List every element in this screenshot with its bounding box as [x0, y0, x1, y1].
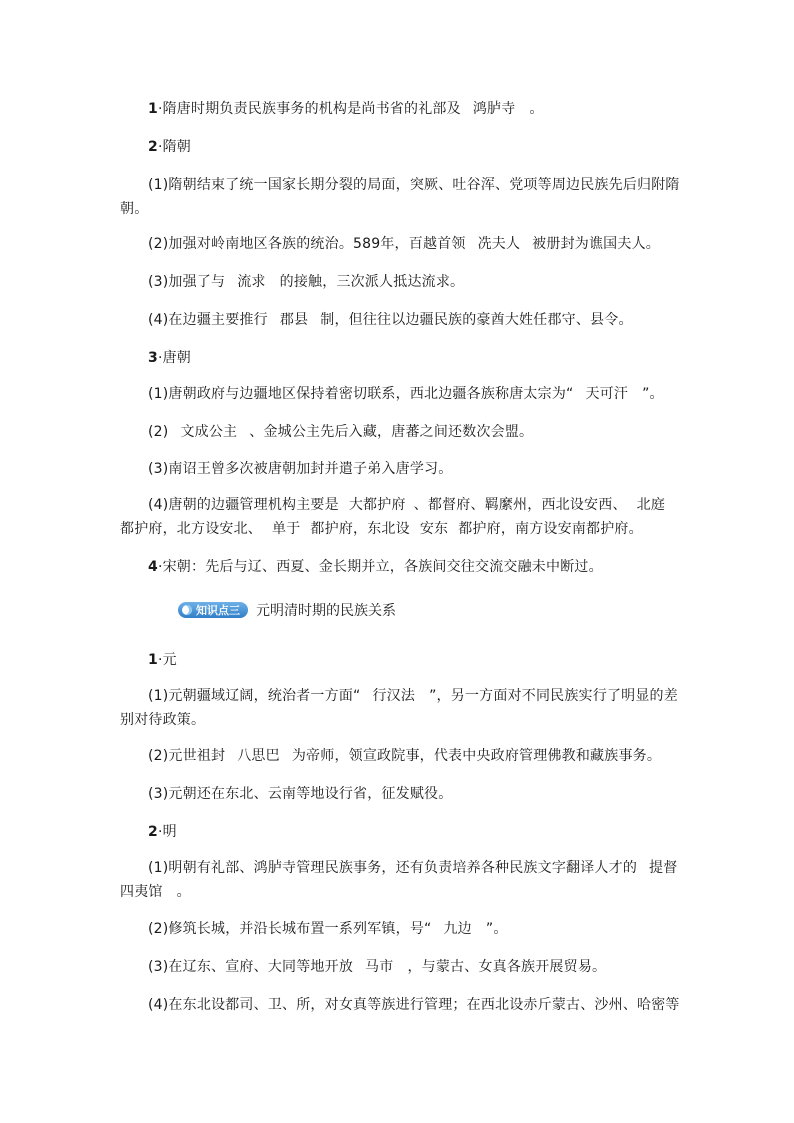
ming-p2 [148, 919, 508, 939]
ming-p4: (4)在东北设都司、卫、所，对女真等族进行管理；在西北设赤斤蒙古、沙州、哈密等 [148, 997, 680, 1013]
yuan-p2-answer: 八思巴 [237, 748, 280, 764]
ming-p1-text: (1)明朝有礼部、鸿胪寺管理民族事务，还有负责培养各种民族文字翻译人才的 [148, 860, 638, 876]
knowledge-point-header [178, 600, 396, 620]
ming-p3 [148, 957, 606, 977]
item-1 [148, 99, 544, 119]
sui-p4-text: (4)在边疆主要推行 [148, 312, 268, 328]
ming-heading [148, 822, 177, 842]
sui-heading-text: ·隋朝 [157, 139, 192, 155]
sui-p3-text: (3)加强了与 [148, 274, 226, 290]
yuan-p1-end: ”，另一方面对不同民族实行了明显的差 [429, 688, 678, 704]
tang-heading-number: 3 [148, 350, 158, 366]
song-item [148, 557, 603, 577]
tang-p2-end: 、金城公主先后入藏，唐蕃之间还数次会盟。 [249, 424, 534, 440]
tang-p3: (3)南诏王曾多次被唐朝加封并遣子弟入唐学习。 [148, 461, 453, 477]
ming-p3-text: (3)在辽东、宣府、大同等地开放 [148, 959, 354, 975]
yuan-heading-number: 1 [148, 652, 158, 668]
tang-p4-answer-2b: 都护府 [120, 521, 163, 537]
sui-p3-answer: 流求 [237, 274, 266, 290]
yuan-p2-end: 为帝师，领宣政院事，代表中央政府管理佛教和藏族事务。 [291, 748, 662, 764]
yuan-p1-answer: 行汉法 [372, 688, 416, 704]
ming-heading-text: ·明 [157, 824, 177, 840]
tang-p4-answer-3: 单于 [272, 521, 301, 537]
tang-p4-answer-1: 大都护府 [348, 497, 406, 513]
item-1-end: 。 [529, 101, 544, 117]
yuan-p2 [148, 746, 661, 766]
ming-heading-number: 2 [148, 824, 158, 840]
sui-p1-line1: (1)隋朝结束了统一国家长期分裂的局面，突厥、吐谷浑、党项等周边民族先后归附隋 [148, 177, 680, 193]
tang-heading [148, 348, 191, 368]
tang-p4-mid: 、都督府、羁縻州，西北设安西、 [413, 497, 627, 513]
tang-p1-text: (1)唐朝政府与边疆地区保持着密切联系，西北边疆各族称唐太宗为“ [148, 386, 574, 402]
sui-p3-end: 的接触，三次派人抵达流求。 [279, 274, 465, 290]
ming-p2-text: (2)修筑长城，并沿长城布置一系列军镇，号“ [148, 921, 432, 937]
ming-p1-answer: 提督 [649, 860, 678, 876]
sui-p4 [148, 310, 633, 330]
tang-p4-answer-4: 安东 [419, 521, 449, 537]
tang-p1-end: ”。 [642, 386, 664, 402]
yuan-heading-text: ·元 [157, 652, 177, 668]
tang-p4-line1 [148, 495, 667, 515]
sui-p2 [148, 234, 660, 254]
tang-p1-answer: 天可汗 [585, 386, 629, 402]
ming-p1-answer-2: 四夷馆 [120, 884, 163, 900]
sui-p2-text: (2)加强对岭南地区各族的统治。589年，百越首领 [148, 236, 466, 252]
tang-p2-answer: 文成公主 [180, 424, 238, 440]
yuan-p1-text: (1)元朝疆域辽阔，统治者一方面“ [148, 688, 361, 704]
ming-p1-line2 [120, 882, 193, 902]
tang-p4-text-4: 都护府，南方设安南都护府。 [458, 521, 643, 537]
ming-p1-end: 。 [176, 884, 191, 900]
tang-p4-text: (4)唐朝的边疆管理机构主要是 [148, 497, 339, 513]
yuan-p1-line2: 别对待政策。 [120, 712, 206, 728]
sui-p4-end: 制，但往往以边疆民族的豪酋大姓任郡守、县令。 [320, 312, 633, 328]
badge-circle-icon [182, 605, 192, 615]
tang-p4-line2 [120, 519, 643, 539]
song-number: 4 [148, 559, 158, 575]
item-1-text: ·隋唐时期负责民族事务的机构是尚书省的礼部及 [157, 101, 461, 117]
ming-p2-answer: 九边 [443, 921, 472, 937]
yuan-heading [148, 650, 177, 670]
sui-p4-answer: 郡县 [279, 312, 309, 328]
ming-p1-line1 [148, 858, 679, 878]
sui-p1-line2: 朝。 [120, 201, 149, 217]
yuan-p2-text: (2)元世祖封 [148, 748, 226, 764]
item-1-number: 1 [148, 101, 158, 117]
tang-p1 [148, 384, 664, 404]
ming-p3-answer: 马市 [365, 959, 394, 975]
yuan-p1-line1 [148, 686, 678, 706]
tang-p4-text-2: ，北方设安北、 [162, 521, 263, 537]
ming-p3-end: ，与蒙古、女真各族开展贸易。 [407, 959, 607, 975]
tang-p2 [148, 422, 533, 442]
tang-p4-answer-2: 北庭 [636, 497, 666, 513]
song-text: ·宋朝：先后与辽、西夏、金长期并立，各族间交往交流交融未中断过。 [157, 559, 603, 575]
sui-p2-end: 被册封为谯国夫人。 [532, 236, 660, 252]
knowledge-point-badge [178, 602, 248, 618]
tang-heading-text: ·唐朝 [157, 350, 192, 366]
ming-p2-end: ”。 [485, 921, 508, 937]
sui-p2-answer: 冼夫人 [477, 236, 521, 252]
sui-heading-number: 2 [148, 139, 158, 155]
sui-p3 [148, 272, 464, 292]
knowledge-point-badge-label: 知识点三 [196, 604, 240, 617]
knowledge-point-title: 元明清时期的民族关系 [256, 603, 396, 619]
item-1-answer: 鸿胪寺 [472, 101, 516, 117]
tang-p2-text: (2) [148, 424, 169, 440]
yuan-p3: (3)元朝还在东北、云南等地设行省，征发赋役。 [148, 786, 453, 802]
sui-heading [148, 137, 191, 157]
tang-p4-text-3: 都护府，东北设 [310, 521, 410, 537]
